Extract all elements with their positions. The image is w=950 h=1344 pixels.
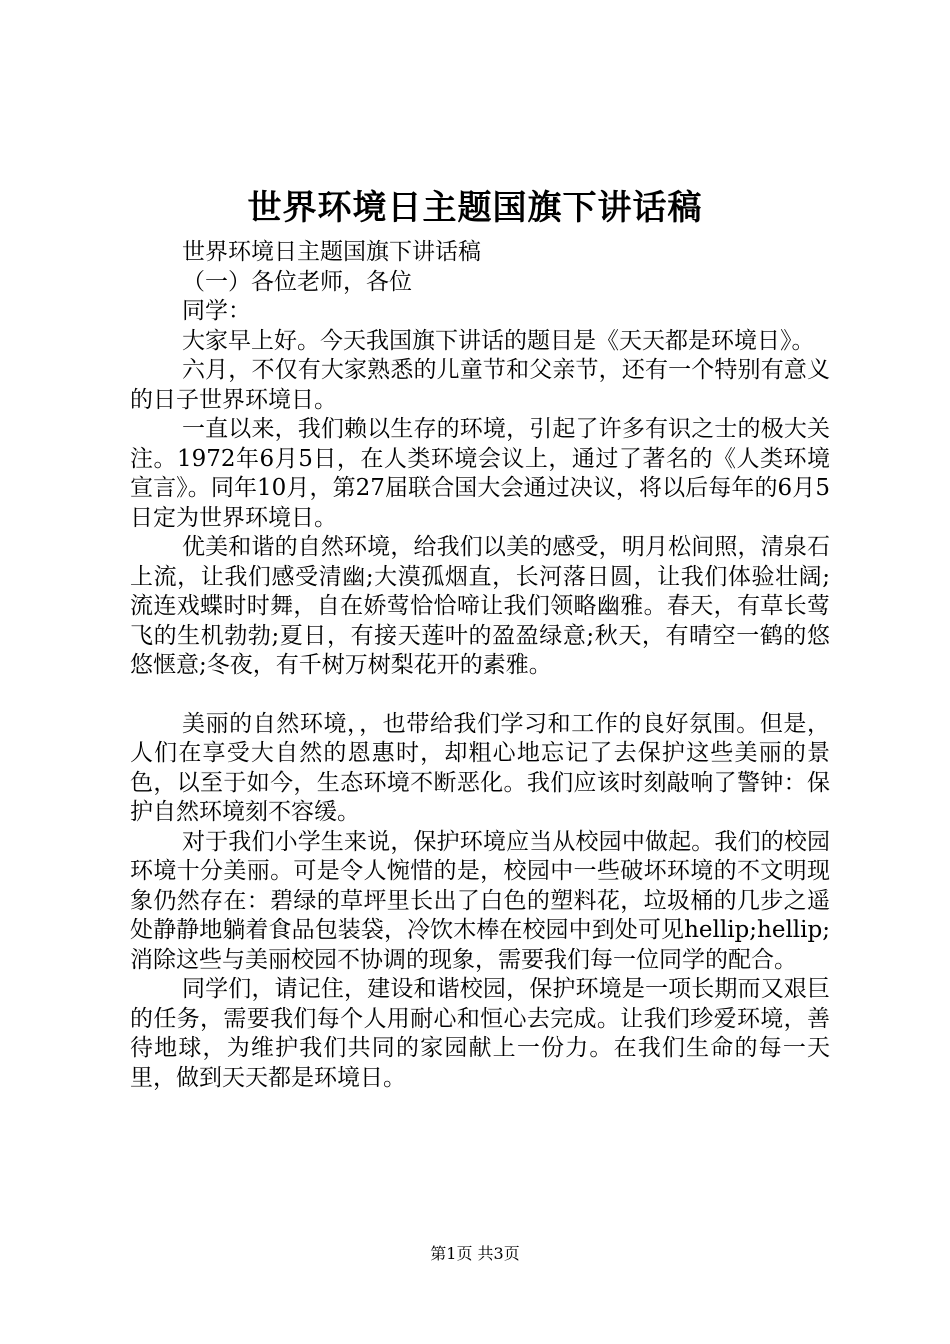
document-title: 世界环境日主题国旗下讲话稿 — [247, 188, 703, 228]
paragraph-heading: 世界环境日主题国旗下讲话稿 — [182, 239, 481, 265]
paragraph-june: 六月，不仅有大家熟悉的儿童节和父亲节，还有一个特别有意义的日子世界环境日。 — [130, 357, 830, 413]
paragraph-warning: 美丽的自然环境，，也带给我们学习和工作的良好氛围。但是，人们在享受大自然的恩惠时，却粗心地忘记了去保护这些美丽的景色，以至于如今，生态环境不断恶化。我们应该时刻敲响了警钟：保护自然环境刻不容缓。 — [130, 710, 830, 825]
page-footer: 第1页 共3页 — [430, 1244, 520, 1263]
paragraph-history: 一直以来，我们赖以生存的环境，引起了许多有识之士的极大关注。1972年6月5日，在人类环境会议上，通过了著名的《人类环境宣言》。同年10月，第27届联合国大会通过决议，将以后每年的6月5日定为世界环境日。 — [130, 416, 830, 531]
paragraph-greeting: 大家早上好。今天我国旗下讲话的题目是《天天都是环境日》。 — [182, 327, 815, 354]
paragraph-nature: 优美和谐的自然环境，给我们以美的感受，明月松间照，清泉石上流，让我们感受清幽;大漠孤烟直，长河落日圆，让我们体验壮阔;流连戏蝶时时舞，自在娇莺恰恰啼让我们领略幽雅。春天，有草长莺飞的生机勃勃;夏日，有接天莲叶的盈盈绿意;秋天，有晴空一鹤的悠悠惬意;冬夜，有千树万树梨花开的素雅。 — [130, 534, 830, 678]
paragraph-campus: 对于我们小学生来说，保护环境应当从校园中做起。我们的校园环境十分美丽。可是令人惋惜的是，校园中一些破坏环境的不文明现象仍然存在：碧绿的草坪里长出了白色的塑料花，垃圾桶的几步之遥处静静地躺着食品包装袋，冷饮木棒在校园中到处可见hellip;hellip;消除这些与美丽校园不协调的现象，需要我们每一位同学的配合。 — [130, 828, 830, 973]
paragraph-closing: 同学们，请记住，建设和谐校园，保护环境是一项长期而又艰巨的任务，需要我们每个人用耐心和恒心去完成。让我们珍爱环境，善待地球，为维护我们共同的家园献上一份力。在我们生命的每一天里，做到天天都是环境日。 — [130, 976, 830, 1091]
paragraph-salutation: （一）各位老师，各位 — [182, 268, 412, 295]
paragraph-salutation-cont: 同学： — [182, 298, 251, 324]
document-body — [130, 238, 830, 1093]
